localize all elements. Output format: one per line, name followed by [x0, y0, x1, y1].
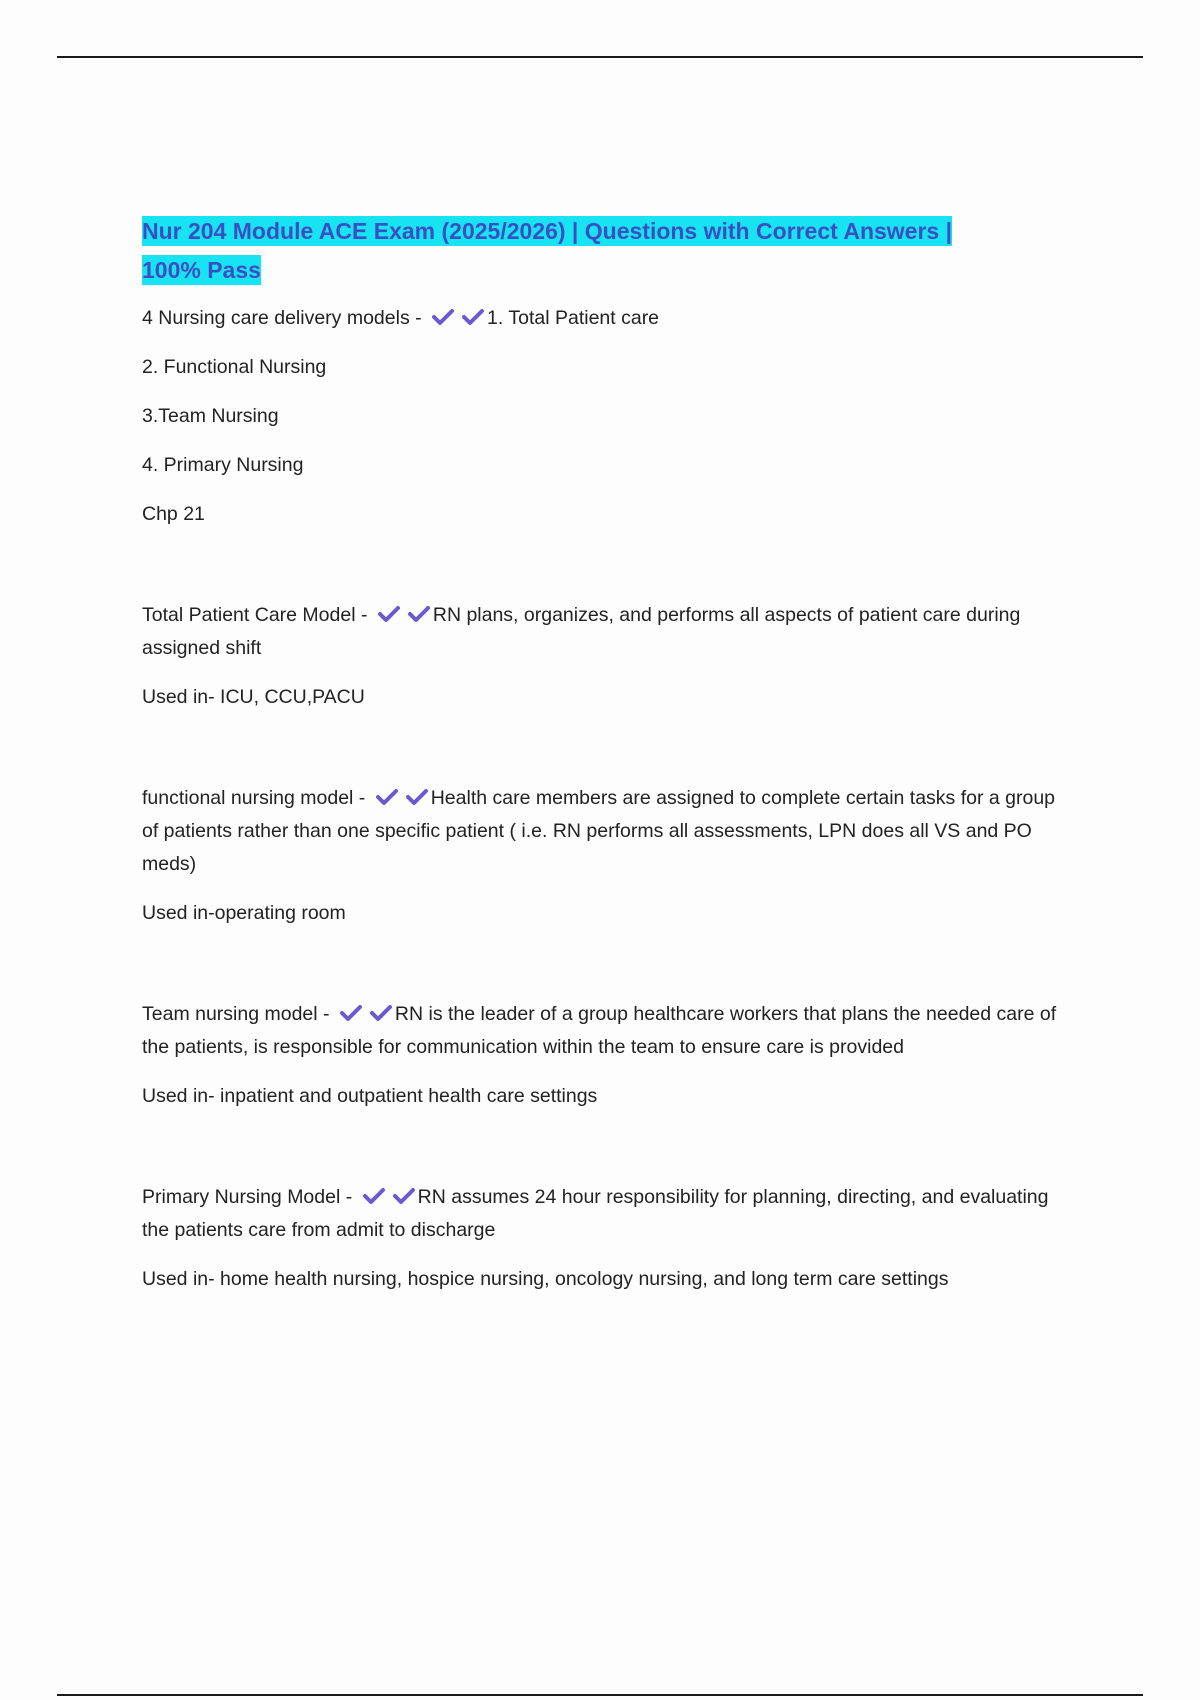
title-line-2: 100% Pass	[142, 257, 261, 283]
term: 4 Nursing care delivery models -	[142, 307, 428, 329]
term: Team nursing model -	[142, 1003, 335, 1025]
qa-entry	[142, 1181, 1072, 1296]
check-icon	[405, 787, 431, 807]
answer-extra: Used in-operating room	[142, 902, 346, 924]
check-icon	[369, 1003, 395, 1023]
term: functional nursing model -	[142, 787, 371, 809]
check-icon	[339, 1003, 365, 1023]
qa-entry	[142, 998, 1072, 1113]
qa-line	[142, 1181, 1072, 1247]
check-icon	[375, 787, 401, 807]
qa-line	[142, 998, 1072, 1064]
qa-line	[142, 599, 1072, 665]
check-icon	[362, 1186, 388, 1206]
check-icon	[392, 1186, 418, 1206]
bottom-rule	[57, 1694, 1143, 1696]
qa-entry	[142, 599, 1072, 714]
qa-entry	[142, 302, 1072, 531]
check-icon	[461, 307, 487, 327]
answer: RN plans, organizes, and performs all aspects of patient care during assigned shift	[142, 604, 1021, 659]
answer-extra: 2. Functional Nursing	[142, 356, 327, 378]
answer-extra: Used in- home health nursing, hospice nursing, oncology nursing, and long term care settings	[142, 1268, 949, 1290]
term: Primary Nursing Model -	[142, 1186, 358, 1208]
answer-extra: Used in- inpatient and outpatient health care settings	[142, 1085, 598, 1107]
qa-line	[142, 302, 1072, 335]
answer: RN is the leader of a group healthcare workers that plans the needed care of the patients, is responsible for communication within the team to ensure care is provided	[142, 1003, 1057, 1058]
qa-line	[142, 782, 1072, 881]
answer: Health care members are assigned to complete certain tasks for a group of patients rather than one specific patient ( i.e. RN performs all assessments, LPN does all VS and PO meds)	[142, 787, 1056, 875]
answer: RN assumes 24 hour responsibility for planning, directing, and evaluating the patients care from admit to discharge	[142, 1186, 1049, 1241]
answer-extra: 4. Primary Nursing	[142, 454, 304, 476]
answer-extra: Chp 21	[142, 503, 205, 525]
check-icon	[407, 604, 433, 624]
check-icon	[377, 604, 403, 624]
check-icon	[431, 307, 457, 327]
answer-extra: 3.Team Nursing	[142, 405, 279, 427]
title-line-1: Nur 204 Module ACE Exam (2025/2026) | Questions with Correct Answers |	[142, 218, 953, 244]
qa-entry	[142, 782, 1072, 930]
answer-extra: Used in- ICU, CCU,PACU	[142, 686, 365, 708]
term: Total Patient Care Model -	[142, 604, 373, 626]
document-body	[142, 212, 1072, 1312]
answer: 1. Total Patient care	[487, 307, 660, 329]
document-title	[142, 212, 1072, 290]
top-rule	[57, 56, 1143, 58]
